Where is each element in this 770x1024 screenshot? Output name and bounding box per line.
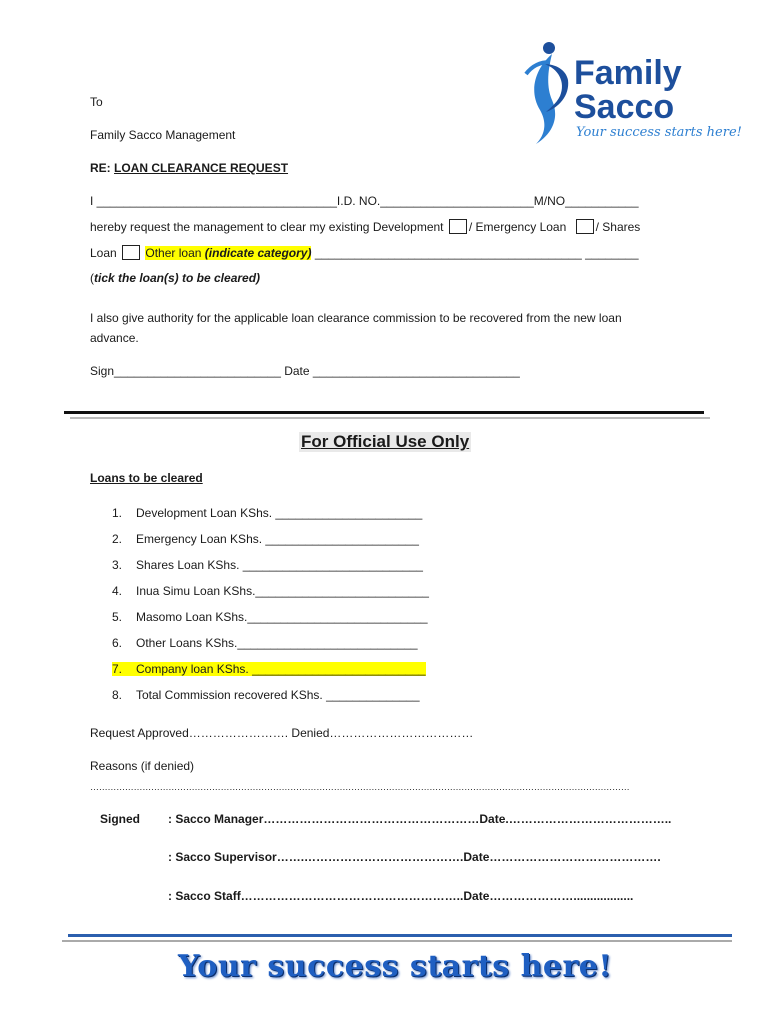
- shares-label: / Shares: [595, 220, 641, 234]
- shares-checkbox[interactable]: [122, 245, 140, 260]
- reasons-label: Reasons (if denied): [90, 759, 195, 773]
- other-loan-line: [90, 245, 639, 260]
- logo-tagline: Your success starts here!: [576, 125, 742, 140]
- loan-item[interactable]: [112, 636, 429, 662]
- loan-item[interactable]: [112, 558, 429, 584]
- loan-item[interactable]: [112, 584, 429, 610]
- logo-line2: Sacco: [574, 88, 675, 126]
- loan-item[interactable]: [112, 688, 429, 714]
- loan-item-text: Masomo Loan KShs.___________________________: [136, 610, 428, 624]
- to-label: To: [90, 95, 103, 109]
- divider-top-shadow: [70, 417, 710, 419]
- loan-item-text: Shares Loan KShs. ___________________________: [136, 558, 423, 572]
- sacco-staff-line[interactable]: : Sacco Staff………………………………………………..Date…………………..................: [168, 889, 634, 903]
- other-loan-blank[interactable]: ________________________________________ ________: [314, 246, 639, 260]
- loan-item-number: 3.: [112, 558, 123, 572]
- loan-item-number: 7.: [112, 662, 123, 676]
- tick-instruction: [90, 271, 260, 285]
- other-loan-highlight: [145, 246, 311, 260]
- signed-label: Signed: [100, 812, 141, 826]
- loan-item-number: 5.: [112, 610, 123, 624]
- approval-line[interactable]: Request Approved……………………. Denied………………………………: [90, 726, 474, 740]
- loan-item-text: Other Loans KShs.___________________________: [136, 636, 418, 650]
- loan-item-number: 4.: [112, 584, 123, 598]
- emergency-checkbox[interactable]: [576, 219, 594, 234]
- sign-date-line[interactable]: Sign_________________________ Date _______________________________: [90, 364, 520, 378]
- loan-item-number: 1.: [112, 506, 123, 520]
- re-line: [90, 161, 288, 175]
- logo-line1: Family: [574, 54, 682, 92]
- loan-item[interactable]: [112, 532, 429, 558]
- loan-item-text: Company loan KShs. __________________________: [136, 662, 426, 676]
- addressee: Family Sacco Management: [90, 128, 236, 142]
- loan-item-number: 8.: [112, 688, 123, 702]
- loan-item-number: 6.: [112, 636, 123, 650]
- loan-item-text: Total Commission recovered KShs. ______________: [136, 688, 420, 702]
- loan-item[interactable]: [112, 610, 429, 636]
- loan-item-highlighted[interactable]: [112, 662, 429, 688]
- divider-bottom-shadow: [62, 940, 732, 942]
- other-loan-label: Other loan: [145, 246, 202, 260]
- official-use-title: For Official Use Only: [301, 432, 470, 451]
- sacco-supervisor-line[interactable]: : Sacco Supervisor…….………………………………….Date…………………………………….: [168, 850, 661, 864]
- request-line: [90, 219, 640, 234]
- id-line: I ____________________________________I.D. NO._______________________M/NO___________: [90, 194, 639, 208]
- loan-item-text: Inua Simu Loan KShs.__________________________: [136, 584, 429, 598]
- indicate-category: (indicate category): [204, 246, 312, 260]
- loan-item-text: Development Loan KShs. ______________________: [136, 506, 423, 520]
- tick-text: tick the loan(s) to be cleared): [94, 271, 261, 285]
- divider-top: [64, 411, 704, 414]
- authority-line-1: I also give authority for the applicable loan clearance commission to be recovered from the new loan: [90, 311, 622, 325]
- loan-label: Loan: [90, 246, 117, 260]
- loans-list: [112, 506, 429, 714]
- development-checkbox[interactable]: [449, 219, 467, 234]
- family-sacco-logo: [522, 38, 742, 148]
- footer-slogan: Your success starts here!: [178, 949, 613, 984]
- re-prefix: RE:: [90, 161, 111, 175]
- divider-bottom: [68, 934, 732, 937]
- loan-item-text: Emergency Loan KShs. _______________________: [136, 532, 419, 546]
- re-subject: LOAN CLEARANCE REQUEST: [114, 161, 289, 175]
- loan-item-number: 2.: [112, 532, 123, 546]
- emergency-label: / Emergency Loan: [468, 220, 567, 234]
- tick-open-paren: (: [90, 271, 94, 285]
- loans-heading: Loans to be cleared: [90, 471, 203, 485]
- reasons-dots[interactable]: ……………………………………………………………………………………………………………………………………………………………………: [90, 782, 630, 792]
- company-loan-highlight: [112, 662, 426, 676]
- loan-item[interactable]: [112, 506, 429, 532]
- authority-line-2: advance.: [90, 331, 139, 345]
- request-text: hereby request the management to clear my existing Development: [90, 220, 444, 234]
- sacco-manager-line[interactable]: : Sacco Manager………………………………………………Date.…………………………………..: [168, 812, 672, 826]
